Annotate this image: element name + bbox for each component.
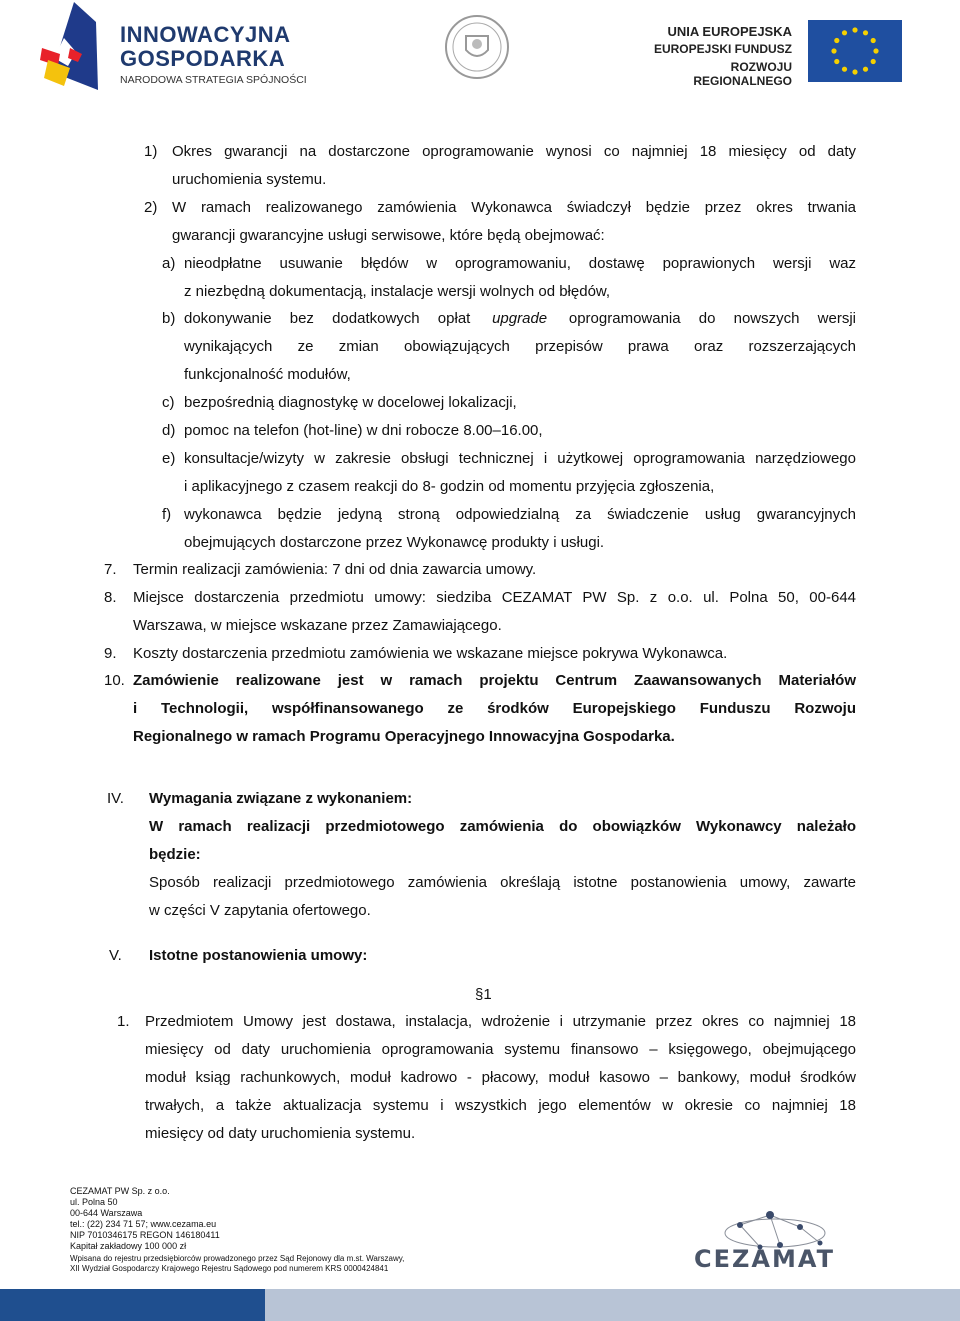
section-iv-number: IV. <box>107 790 124 807</box>
warranty-sub-f-text: wykonawca będzie jedyną stroną odpowiedzialną za świadczenie usług gwarancyjnych <box>184 506 856 523</box>
point-10-number: 10. <box>104 672 125 689</box>
footer-capital: Kapitał zakładowy 100 000 zł <box>70 1241 187 1251</box>
cezamat-logo-text: CEZAMAT <box>694 1245 835 1273</box>
eu-flag-icon <box>808 20 902 82</box>
eu-logo <box>632 20 902 88</box>
warranty-sub-a-text-cont: z niezbędną dokumentacją, instalacje wersji wolnych od błędów, <box>184 283 611 300</box>
footer-registry-2: XII Wydział Gospodarczy Krajowego Rejestru Sądowego pod numerem KRS 0000424841 <box>70 1264 389 1273</box>
ig-logo-line2: GOSPODARKA <box>120 46 286 71</box>
warranty-sub-b-post: oprogramowania do nowszych wersji <box>568 310 856 327</box>
warranty-item-1-text-cont: uruchomienia systemu. <box>172 171 327 188</box>
eu-logo-line2: EUROPEJSKI FUNDUSZ <box>653 42 792 56</box>
section-v-item-1-text: Przedmiotem Umowy jest dostawa, instalacja, wdrożenie i utrzymanie przez okres co najmniej 18 <box>145 1013 856 1030</box>
section-v-item-1-number: 1. <box>117 1013 130 1030</box>
warranty-sub-e-text: konsultacje/wizyty w zakresie obsługi technicznej i użytkowej oprogramowania narzędziowego <box>184 450 856 467</box>
warranty-sub-f-text-cont: obejmujących dostarczone przez Wykonawcę produkty i usługi. <box>184 534 605 551</box>
section-v-title: Istotne postanowienia umowy: <box>149 947 368 964</box>
eu-logo-line1: UNIA EUROPEJSKA <box>667 24 792 39</box>
warranty-item-1-number: 1) <box>144 143 158 160</box>
section-v-item-1-text-2: miesięcy od daty uruchomienia oprogramowania systemu finansowo – księgowego, obejmującego <box>145 1041 856 1058</box>
ig-logo-line3: NARODOWA STRATEGIA SPÓJNOŚCI <box>120 74 307 86</box>
section-iv-bold-text-cont: będzie: <box>149 846 201 863</box>
point-7-number: 7. <box>104 561 117 578</box>
warranty-sub-c-letter: c) <box>162 394 175 411</box>
warranty-sub-e-text-cont: i aplikacyjnego z czasem reakcji do 8- godzin od momentu przyjęcia zgłoszenia, <box>184 478 715 495</box>
point-8-number: 8. <box>104 589 117 606</box>
point-9-text: Koszty dostarczenia przedmiotu zamówienia we wskazane miejsce pokrywa Wykonawca. <box>133 645 728 662</box>
warranty-sub-b-upgrade: upgrade <box>492 310 548 327</box>
warranty-sub-d-text: pomoc na telefon (hot-line) w dni robocze 8.00–16.00, <box>184 422 543 439</box>
footer-city: 00-644 Warszawa <box>70 1208 143 1218</box>
innowacyjna-gospodarka-logo <box>38 2 338 94</box>
section-v-item-1-text-3: moduł ksiąg rachunkowych, moduł kadrowo - płacowy, moduł kasowo – bankowy, moduł środków <box>145 1069 856 1086</box>
warranty-item-1-text: Okres gwarancji na dostarczone oprogramowanie wynosi co najmniej 18 miesięcy od daty <box>172 143 856 160</box>
warranty-item-2-number: 2) <box>144 199 158 216</box>
section-iv-text: Sposób realizacji przedmiotowego zamówienia określają istotne postanowienia umowy, zawarte <box>149 874 856 891</box>
warranty-item-2-text: W ramach realizowanego zamówienia Wykonawca świadczył będzie przez okres trwania <box>172 199 856 216</box>
warranty-sub-b-letter: b) <box>162 310 176 327</box>
point-7-text: Termin realizacji zamówienia: 7 dni od dnia zawarcia umowy. <box>133 561 537 578</box>
warranty-sub-e-letter: e) <box>162 450 176 467</box>
point-8-text: Miejsce dostarczenia przedmiotu umowy: siedziba CEZAMAT PW Sp. z o.o. ul. Polna 50, 00-644 <box>133 589 856 606</box>
eu-logo-line3: ROZWOJU REGIONALNEGO <box>693 60 792 88</box>
footer-bar-dark <box>0 1289 265 1321</box>
warranty-sub-b-text-cont: wynikających ze zmian obowiązujących przepisów prawa oraz rozszerzających <box>184 338 856 355</box>
point-8-text-cont: Warszawa, w miejsce wskazane przez Zamawiającego. <box>133 617 502 634</box>
warranty-sub-a-letter: a) <box>162 255 176 272</box>
footer-nip-regon: NIP 7010346175 REGON 146180411 <box>70 1230 220 1240</box>
point-10-text-cont2: Regionalnego w ramach Programu Operacyjnego Innowacyjna Gospodarka. <box>133 728 675 745</box>
warranty-sub-b-text <box>184 310 856 328</box>
ig-logo-line1: INNOWACYJNA <box>120 22 291 47</box>
footer-bar-light <box>265 1289 960 1321</box>
footer-registry-1: Wpisana do rejestru przedsiębiorców prowadzonego przez Sąd Rejonowy dla m.st. Warszawy, <box>70 1254 405 1263</box>
point-9-number: 9. <box>104 645 117 662</box>
warranty-sub-d-letter: d) <box>162 422 176 439</box>
warranty-sub-f-letter: f) <box>162 506 172 523</box>
section-v-item-1-text-5: miesięcy od daty uruchomienia systemu. <box>145 1125 416 1142</box>
warranty-sub-b-pre: dokonywanie bez dodatkowych opłat <box>184 310 471 327</box>
warranty-sub-b-text-cont2: funkcjonalność modułów, <box>184 366 351 383</box>
paragraph-symbol: §1 <box>475 986 492 1003</box>
footer-company-name: CEZAMAT PW Sp. z o.o. <box>70 1186 170 1196</box>
point-10-text: Zamówienie realizowane jest w ramach projektu Centrum Zaawansowanych Materiałów <box>133 672 856 689</box>
section-iv-title: Wymagania związane z wykonaniem: <box>149 790 413 807</box>
footer-street: ul. Polna 50 <box>70 1197 118 1207</box>
section-v-number: V. <box>109 947 122 964</box>
point-10-text-cont: i Technologii, współfinansowanego ze środków Europejskiego Funduszu Rozwoju <box>133 700 856 717</box>
section-iv-bold-text: W ramach realizacji przedmiotowego zamówienia do obowiązków Wykonawcy należało <box>149 818 856 835</box>
warranty-sub-c-text: bezpośrednią diagnostykę w docelowej lokalizacji, <box>184 394 517 411</box>
university-seal-icon <box>444 14 510 80</box>
warranty-sub-a-text: nieodpłatne usuwanie błędów w oprogramowaniu, dostawę poprawionych wersji waz <box>184 255 856 272</box>
warranty-item-2-text-cont: gwarancji gwarancyjne usługi serwisowe, które będą obejmować: <box>172 227 605 244</box>
section-v-item-1-text-4: trwałych, a także aktualizacja systemu i wszystkich jego elementów w okresie co najmniej 18 <box>145 1097 856 1114</box>
ig-emblem-icon <box>38 2 102 94</box>
section-iv-text-cont: w części V zapytania ofertowego. <box>149 902 371 919</box>
cezamat-logo <box>690 1205 840 1275</box>
footer-contact: tel.: (22) 234 71 57; www.cezama.eu <box>70 1219 217 1229</box>
